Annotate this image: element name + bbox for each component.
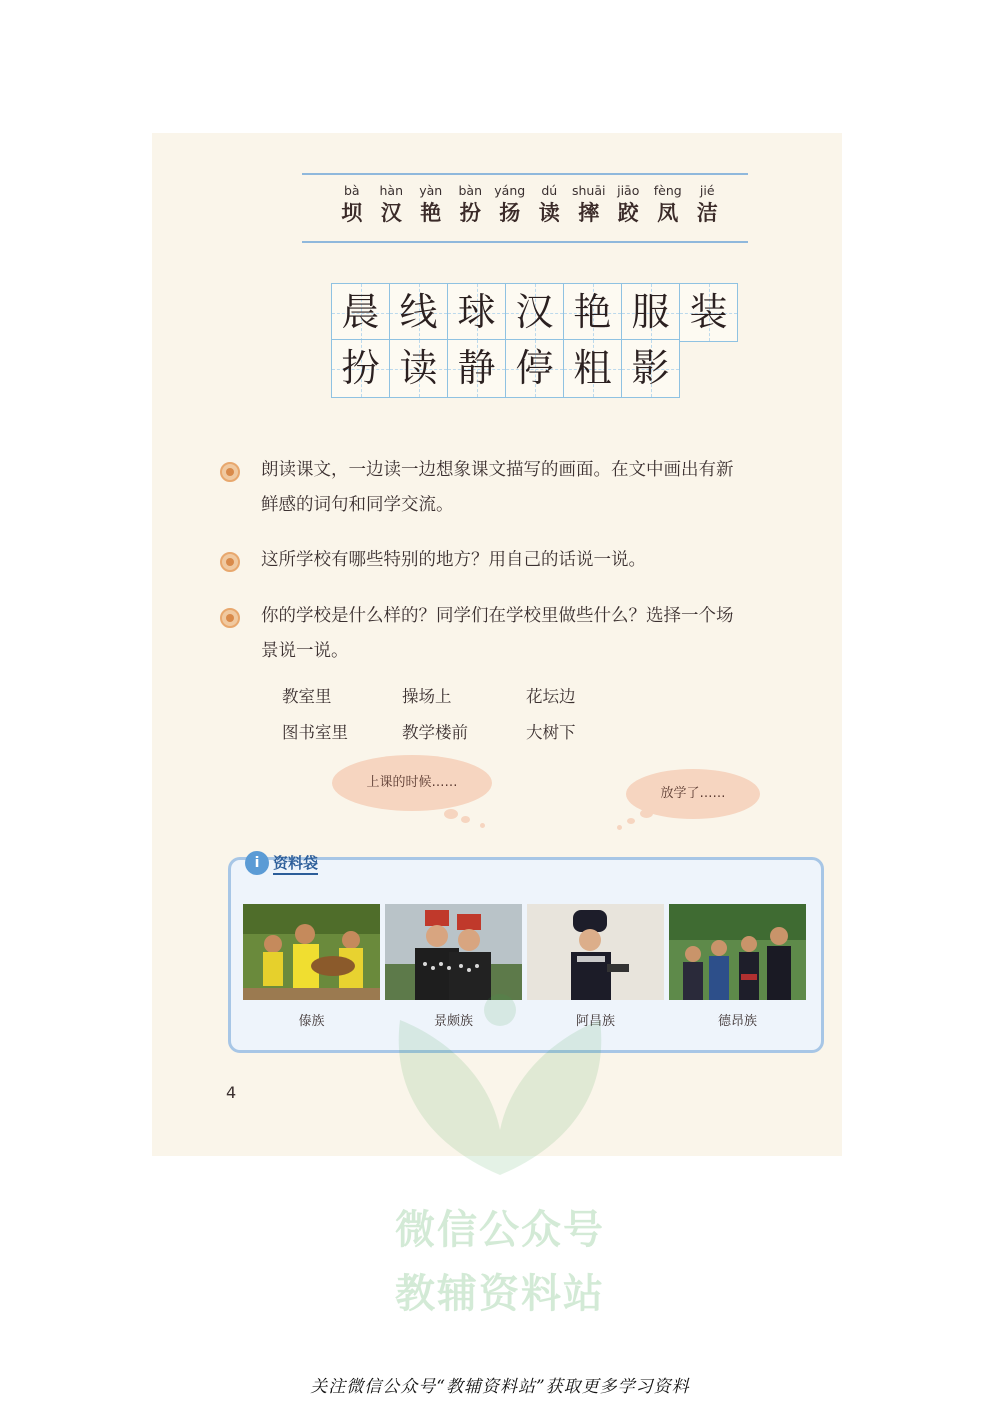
writing-character: 球	[457, 290, 496, 334]
writing-grid-cell	[505, 283, 564, 342]
question-2	[230, 543, 830, 578]
writing-character: 服	[631, 290, 670, 334]
photo-caption-deang: 德昂族	[717, 1014, 757, 1029]
hanzi-character: 凤	[657, 200, 679, 225]
pinyin-text: bàn	[458, 183, 483, 198]
info-bag-icon: i	[245, 851, 269, 875]
thought-bubble-class: 上课的时候……	[332, 755, 492, 811]
hanzi-character: 汉	[380, 200, 402, 225]
bubble-dot	[627, 818, 635, 824]
writing-grid-cell	[389, 339, 448, 398]
pinyin-text: bà	[343, 183, 360, 198]
pinyin-text: yàn	[419, 183, 443, 198]
hanzi-character: 扬	[499, 200, 521, 225]
pinyin-cell	[609, 183, 649, 227]
photo-caption-achang: 阿昌族	[575, 1014, 615, 1029]
watermark-line-1: 微信公众号	[395, 1207, 605, 1253]
dai-people-photo-icon	[243, 904, 380, 1000]
place-library: 图书室里	[282, 723, 348, 742]
hanzi-character: 跤	[617, 200, 639, 225]
pinyin-cell	[490, 183, 530, 227]
bubble-dot	[640, 809, 653, 818]
watermark-leaf-logo	[380, 990, 620, 1180]
pinyin-text: hàn	[379, 183, 403, 198]
writing-grid-cell	[563, 283, 622, 342]
question-1	[230, 453, 830, 523]
info-box-label: 资料袋	[273, 852, 318, 875]
deang-people-photo-icon	[669, 904, 806, 1000]
photo-caption-dai: 傣族	[298, 1014, 325, 1029]
writing-grid-cell	[679, 283, 738, 342]
writing-grid-cell	[563, 339, 622, 398]
flower-bullet-icon	[220, 462, 240, 482]
question-3-line-1: 你的学校是什么样的？同学们在学校里做些什么？选择一个场	[261, 606, 734, 626]
writing-character: 粗	[573, 346, 612, 390]
writing-grid-cell	[621, 339, 680, 398]
writing-grid-cell	[621, 283, 680, 342]
pinyin-text: jiāo	[617, 183, 640, 198]
pinyin-cell	[569, 183, 609, 227]
writing-grid-row-2	[332, 339, 680, 398]
hanzi-character: 坝	[341, 200, 363, 225]
watermark-line-2: 教辅资料站	[395, 1271, 605, 1317]
bubble-dot	[480, 823, 485, 828]
pinyin-cell	[648, 183, 688, 227]
place-teaching-building: 教学楼前	[402, 723, 468, 742]
question-2-line-1: 这所学校有哪些特别的地方？用自己的话说一说。	[261, 550, 646, 570]
bubble-dot	[461, 816, 470, 823]
pinyin-cell	[411, 183, 451, 227]
writing-character: 艳	[573, 290, 612, 334]
pinyin-text: fèng	[653, 183, 682, 198]
hanzi-character: 洁	[696, 200, 718, 225]
hanzi-character: 扮	[459, 200, 481, 225]
question-3	[230, 599, 830, 669]
writing-grid-row-1	[332, 283, 738, 342]
place-flowerbed: 花坛边	[526, 687, 576, 706]
question-1-line-2: 鲜感的词句和同学交流。	[261, 495, 454, 515]
writing-character: 装	[689, 290, 728, 334]
pinyin-header	[302, 173, 748, 243]
pinyin-cell	[451, 183, 491, 227]
pinyin-cell	[530, 183, 570, 227]
pinyin-text: dú	[541, 183, 558, 198]
jingpo-people-photo-icon	[385, 904, 522, 1000]
page-number: 4	[226, 1083, 237, 1102]
bubble-dot	[617, 825, 622, 830]
flower-bullet-icon	[220, 608, 240, 628]
writing-character: 扮	[341, 346, 380, 390]
thought-bubble-after-school: 放学了……	[626, 769, 760, 819]
writing-grid-cell	[331, 283, 390, 342]
pinyin-cell	[332, 183, 372, 227]
writing-grid-cell	[331, 339, 390, 398]
photo-caption-jingpo: 景颇族	[433, 1014, 473, 1029]
writing-grid-cell	[447, 283, 506, 342]
hanzi-character: 读	[538, 200, 560, 225]
flower-bullet-icon	[220, 552, 240, 572]
pinyin-text: jié	[699, 183, 715, 198]
writing-character: 静	[457, 346, 496, 390]
pinyin-cell	[688, 183, 728, 227]
place-big-tree: 大树下	[526, 723, 576, 742]
hanzi-character: 摔	[578, 200, 600, 225]
hanzi-character: 艳	[420, 200, 442, 225]
writing-grid-cell	[447, 339, 506, 398]
writing-character: 汉	[515, 290, 554, 334]
footer-note: 关注微信公众号“教辅资料站”获取更多学习资料	[310, 1377, 690, 1397]
writing-character: 线	[399, 290, 438, 334]
writing-grid-cell	[505, 339, 564, 398]
place-classroom: 教室里	[282, 687, 332, 706]
achang-people-photo-icon	[527, 904, 664, 1000]
writing-character: 停	[515, 346, 554, 390]
pinyin-text: yáng	[494, 183, 526, 198]
writing-grid-cell	[389, 283, 448, 342]
question-3-line-2: 景说一说。	[261, 641, 349, 661]
writing-character: 晨	[341, 290, 380, 334]
info-box-title	[245, 848, 318, 878]
writing-character: 影	[631, 346, 670, 390]
pinyin-row	[332, 183, 727, 227]
pinyin-cell	[372, 183, 412, 227]
writing-character: 读	[399, 346, 438, 390]
bubble-dot	[444, 809, 458, 819]
question-1-line-1: 朗读课文，一边读一边想象课文描写的画面。在文中画出有新	[261, 460, 734, 480]
pinyin-text: shuāi	[572, 183, 606, 198]
place-playground: 操场上	[402, 687, 452, 706]
